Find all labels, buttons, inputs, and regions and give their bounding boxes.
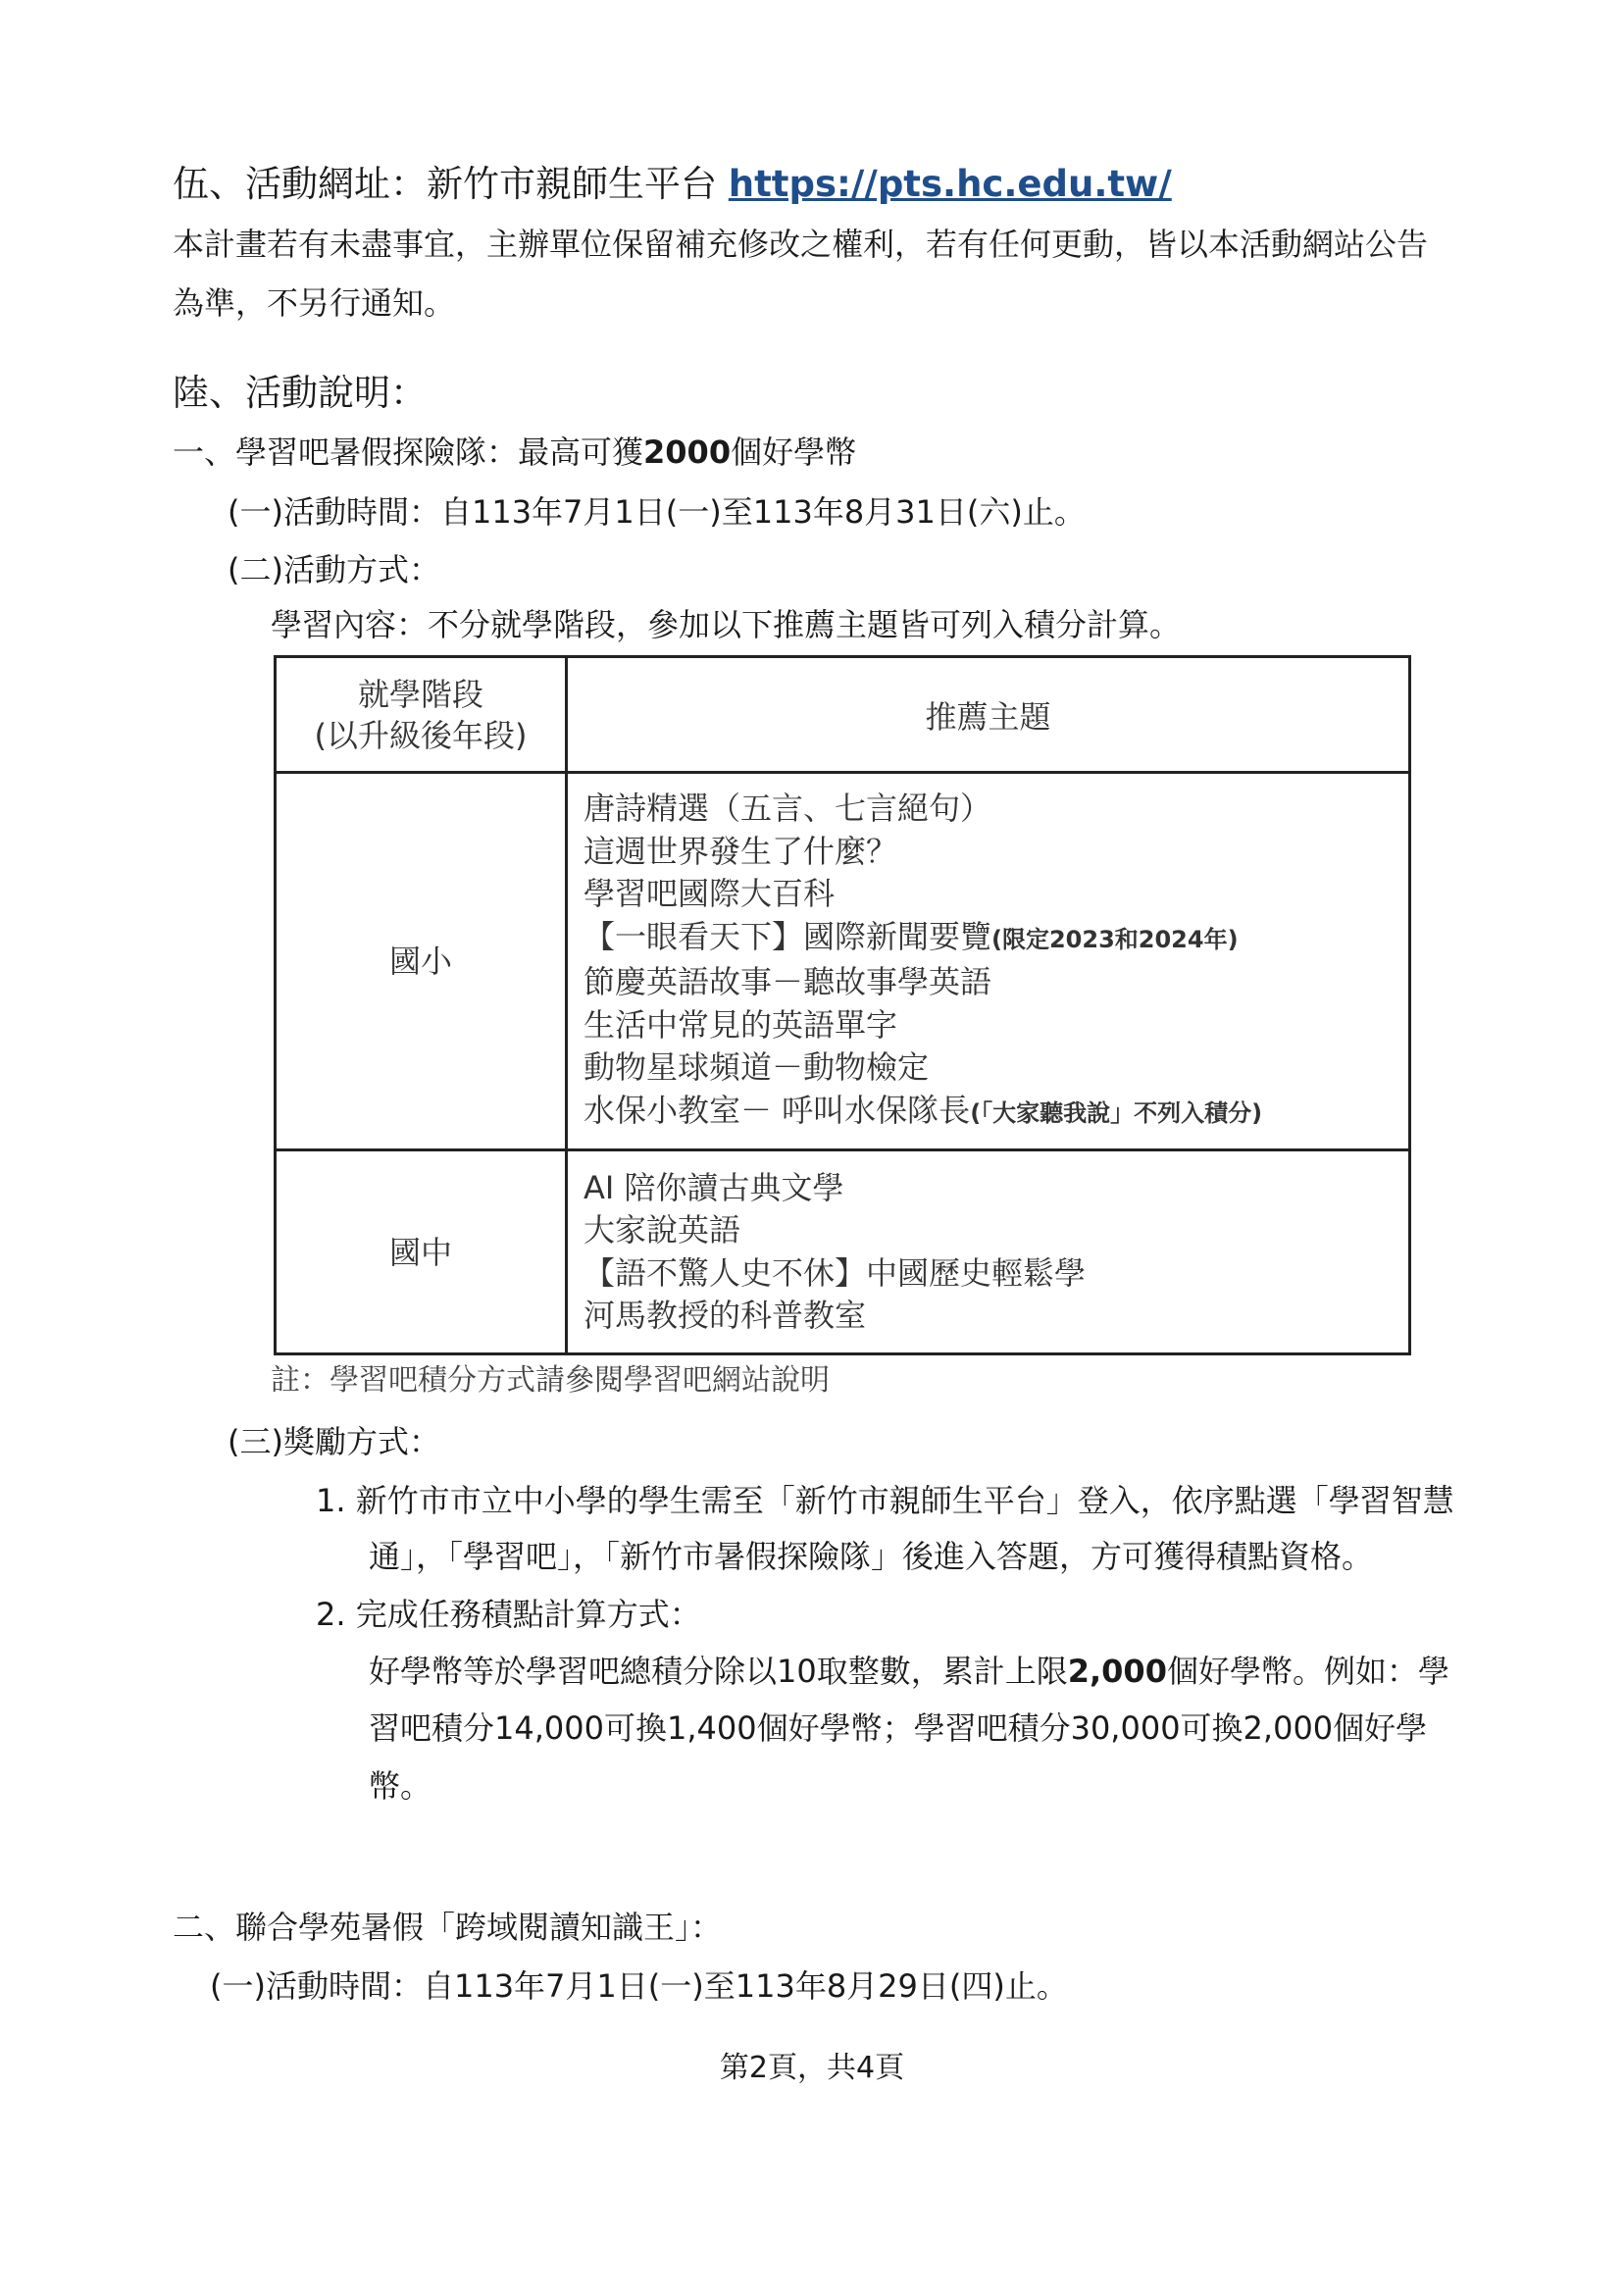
list-item-with-note xyxy=(584,1090,1393,1136)
header-stage-line1: 就學階段 xyxy=(357,675,483,713)
reward2-line2: 習吧積分14,000可換1,400個好學幣；學習吧積分30,000可換2,000個好學 xyxy=(369,1709,1428,1747)
reward-title: (三)獎勵方式： xyxy=(228,1423,440,1460)
page-number: 第2頁，共4頁 xyxy=(719,2051,905,2085)
reward2-line3: 幣。 xyxy=(369,1767,432,1805)
topics-junior xyxy=(567,1150,1410,1354)
part1-content: 學習內容：不分就學階段，參加以下推薦主題皆可列入積分計算。 xyxy=(271,606,1182,643)
list-item: 【語不驚人史不休】中國歷史輕鬆學 xyxy=(584,1253,1087,1292)
header-topic-cell: 推薦主題 xyxy=(567,657,1410,773)
list-item: 水保小教室－ 呼叫水保隊長 xyxy=(584,1091,971,1129)
reward-cap: 2,000 xyxy=(1067,1653,1167,1690)
list-item: 學習吧國際大百科 xyxy=(584,875,836,912)
header-stage-cell xyxy=(276,657,567,773)
reward2-line1 xyxy=(369,1647,1449,1692)
table-note: 註：學習吧積分方式請參閱學習吧網站說明 xyxy=(271,1363,830,1398)
topic-note: (限定2023和2024年) xyxy=(991,925,1239,953)
section6-title: 陸、活動說明： xyxy=(173,372,427,414)
list-item: 這週世界發生了什麼？ xyxy=(584,832,898,870)
reward2-line1c: 個好學幣。例如：學 xyxy=(1166,1653,1449,1690)
part2-title: 二、聯合學苑暑假「跨域閱讀知識王」： xyxy=(173,1909,723,1946)
list-item: 生活中常見的英語單字 xyxy=(584,1005,898,1044)
list-item: 唐詩精選（五言、七言絕句） xyxy=(584,790,992,827)
list-item: 【一眼看天下】國際新聞要覽 xyxy=(584,917,992,955)
part1-title xyxy=(173,428,856,473)
list-item: 動物星球頻道－動物檢定 xyxy=(584,1048,930,1086)
table-row-elementary xyxy=(276,773,1410,1150)
recommended-topics-table xyxy=(274,655,1411,1355)
activity-url-link[interactable]: https://pts.hc.edu.tw/ xyxy=(728,163,1172,205)
topics-elementary xyxy=(567,773,1410,1150)
part2-time: (一)活動時間：自113年7月1日(一)至113年8月29日(四)止。 xyxy=(210,1967,1068,2005)
section5-note-line2: 為準，不另行通知。 xyxy=(173,284,456,322)
reward1-line1: 1. 新竹市市立中小學的學生需至「新竹市親師生平台」登入，依序點選「學習智慧 xyxy=(316,1482,1454,1519)
part1-title-amount: 2000 xyxy=(643,433,732,471)
reward2-title: 2. 完成任務積點計算方式： xyxy=(316,1596,701,1633)
part1-time: (一)活動時間：自113年7月1日(一)至113年8月31日(六)止。 xyxy=(228,493,1086,531)
reward2-line1a: 好學幣等於學習吧總積分除以10取整數，累計上限 xyxy=(369,1653,1068,1690)
stage-junior: 國中 xyxy=(276,1150,567,1354)
list-item: 節慶英語故事－聽故事學英語 xyxy=(584,963,992,1000)
list-item-with-note xyxy=(584,916,1393,962)
reward1-line2: 通」，「學習吧」，「新竹市暑假探險隊」後進入答題，方可獲得積點資格。 xyxy=(369,1538,1374,1575)
stage-elementary: 國小 xyxy=(276,773,567,1150)
part1-title-c: 個好學幣 xyxy=(731,433,857,471)
section5-title: 伍、活動網址：新竹市親師生平台 xyxy=(173,163,729,205)
list-item: AI 陪你讀古典文學 xyxy=(584,1168,844,1206)
part1-title-a: 一、學習吧暑假探險隊：最高可獲 xyxy=(173,433,644,471)
section5-heading xyxy=(173,154,1172,207)
table-header-row xyxy=(276,657,1410,773)
list-item: 河馬教授的科普教室 xyxy=(584,1297,867,1334)
header-stage-line2: (以升級後年段) xyxy=(314,716,528,754)
list-item: 大家說英語 xyxy=(584,1211,741,1249)
table-row-junior xyxy=(276,1150,1410,1354)
topic-note: (「大家聽我說」不列入積分) xyxy=(970,1098,1263,1127)
part1-method-title: (二)活動方式： xyxy=(228,551,440,588)
section5-note-line1: 本計畫若有未盡事宜，主辦單位保留補充修改之權利，若有任何更動，皆以本活動網站公告 xyxy=(173,226,1429,263)
